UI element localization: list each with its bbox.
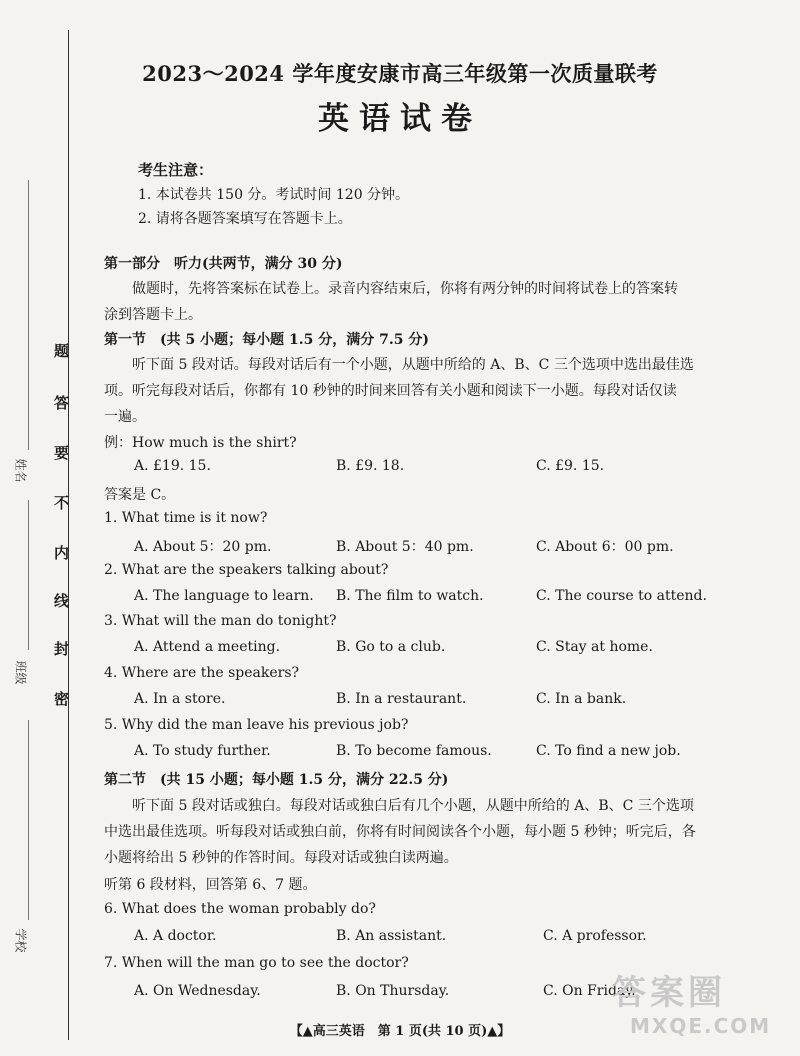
question: 6. What does the woman probably do? [104, 901, 376, 917]
option-c: C. About 6：00 pm. [536, 539, 674, 555]
option-b: B. In a restaurant. [336, 691, 467, 707]
class-rule [28, 500, 29, 650]
section2-heading: 第二节 (共 15 小题；每小题 1.5 分，满分 22.5 分) [104, 772, 449, 788]
option-c: C. In a bank. [536, 691, 627, 707]
example-answer: 答案是 C。 [104, 487, 176, 503]
section1-heading: 第一节 (共 5 小题；每小题 1.5 分，满分 7.5 分) [104, 332, 429, 348]
watermark-text: 答案圈 [612, 973, 726, 1013]
question: 4. Where are the speakers? [104, 665, 300, 681]
part1-intro: 涂到答题卡上。 [104, 307, 202, 323]
option-a: A. A doctor. [134, 928, 217, 944]
school-rule [28, 720, 29, 920]
section2-instructions: 听下面 5 段对话或独白。每段对话或独白后有几个小题，从题中所给的 A、B、C 三个选项 [132, 798, 694, 814]
section1-instructions: 听下面 5 段对话。每段对话后有一个小题，从题中所给的 A、B、C 三个选项中选出最佳选 [132, 357, 694, 373]
seal-char: 内 [54, 544, 70, 562]
option-c: C. Stay at home. [536, 639, 653, 655]
notice-heading: 考生注意： [138, 161, 214, 179]
option-b: B. Go to a club. [336, 639, 446, 655]
seal-char: 题 [54, 342, 70, 360]
option-c: C. £9. 15. [536, 458, 605, 474]
option-a: A. On Wednesday. [134, 983, 261, 999]
section1-instructions: 项。听完每段对话后，你都有 10 秒钟的时间来回答有关小题和阅读下一小题。每段对话仅读 [104, 383, 677, 399]
question: 7. When will the man go to see the doctor? [104, 955, 409, 971]
material-note: 听第 6 段材料，回答第 6、7 题。 [104, 877, 317, 893]
binding-line [68, 30, 69, 1040]
class-label: 班级 [13, 660, 28, 685]
option-a: A. In a store. [134, 691, 226, 707]
option-a: A. The language to learn. [134, 588, 314, 604]
option-b: B. £9. 18. [336, 458, 405, 474]
question: 5. Why did the man leave his previous job? [104, 717, 409, 733]
option-c: C. To find a new job. [536, 743, 681, 759]
seal-char: 答 [54, 394, 70, 412]
example-question: 例：How much is the shirt? [104, 435, 297, 451]
subject-title: 英语试卷 [318, 101, 482, 137]
question: 3. What will the man do tonight? [104, 613, 337, 629]
name-label: 姓名 [13, 458, 28, 483]
notice-item: 2. 请将各题答案填写在答题卡上。 [138, 211, 352, 227]
option-b: B. The film to watch. [336, 588, 484, 604]
school-label: 学校 [13, 928, 28, 953]
option-b: B. An assistant. [336, 928, 447, 944]
option-b: B. About 5：40 pm. [336, 539, 474, 555]
page-footer: 【▲高三英语 第 1 页(共 10 页)▲】 [289, 1024, 511, 1039]
option-a: A. To study further. [134, 743, 271, 759]
option-b: B. On Thursday. [336, 983, 450, 999]
seal-char: 要 [54, 444, 70, 462]
part1-intro: 做题时，先将答案标在试卷上。录音内容结束后，你将有两分钟的时间将试卷上的答案转 [132, 281, 678, 297]
name-rule [28, 180, 29, 450]
exam-title: 2023～2024 学年度安康市高三年级第一次质量联考 [142, 61, 658, 86]
option-b: B. To become famous. [336, 743, 492, 759]
option-c: C. A professor. [543, 928, 647, 944]
watermark-url: MXQE.COM [630, 1014, 772, 1038]
part1-heading: 第一部分 听力(共两节，满分 30 分) [104, 256, 343, 272]
section2-instructions: 小题将给出 5 秒钟的作答时间。每段对话或独白读两遍。 [104, 850, 458, 866]
option-a: A. About 5：20 pm. [134, 539, 272, 555]
notice-item: 1. 本试卷共 150 分。考试时间 120 分钟。 [138, 187, 410, 203]
seal-char: 密 [54, 690, 70, 708]
seal-char: 封 [54, 640, 70, 658]
seal-char: 不 [54, 494, 70, 512]
option-c: C. The course to attend. [536, 588, 707, 604]
question: 1. What time is it now? [104, 510, 268, 526]
option-a: A. £19. 15. [134, 458, 211, 474]
section2-instructions: 中选出最佳选项。听每段对话或独白前，你将有时间阅读各个小题，每小题 5 秒钟；听完后，各 [104, 824, 696, 840]
section1-instructions: 一遍。 [104, 409, 146, 425]
option-c: C. On Friday. [543, 983, 636, 999]
question: 2. What are the speakers talking about? [104, 562, 389, 578]
option-a: A. Attend a meeting. [134, 639, 281, 655]
seal-char: 线 [54, 592, 70, 610]
